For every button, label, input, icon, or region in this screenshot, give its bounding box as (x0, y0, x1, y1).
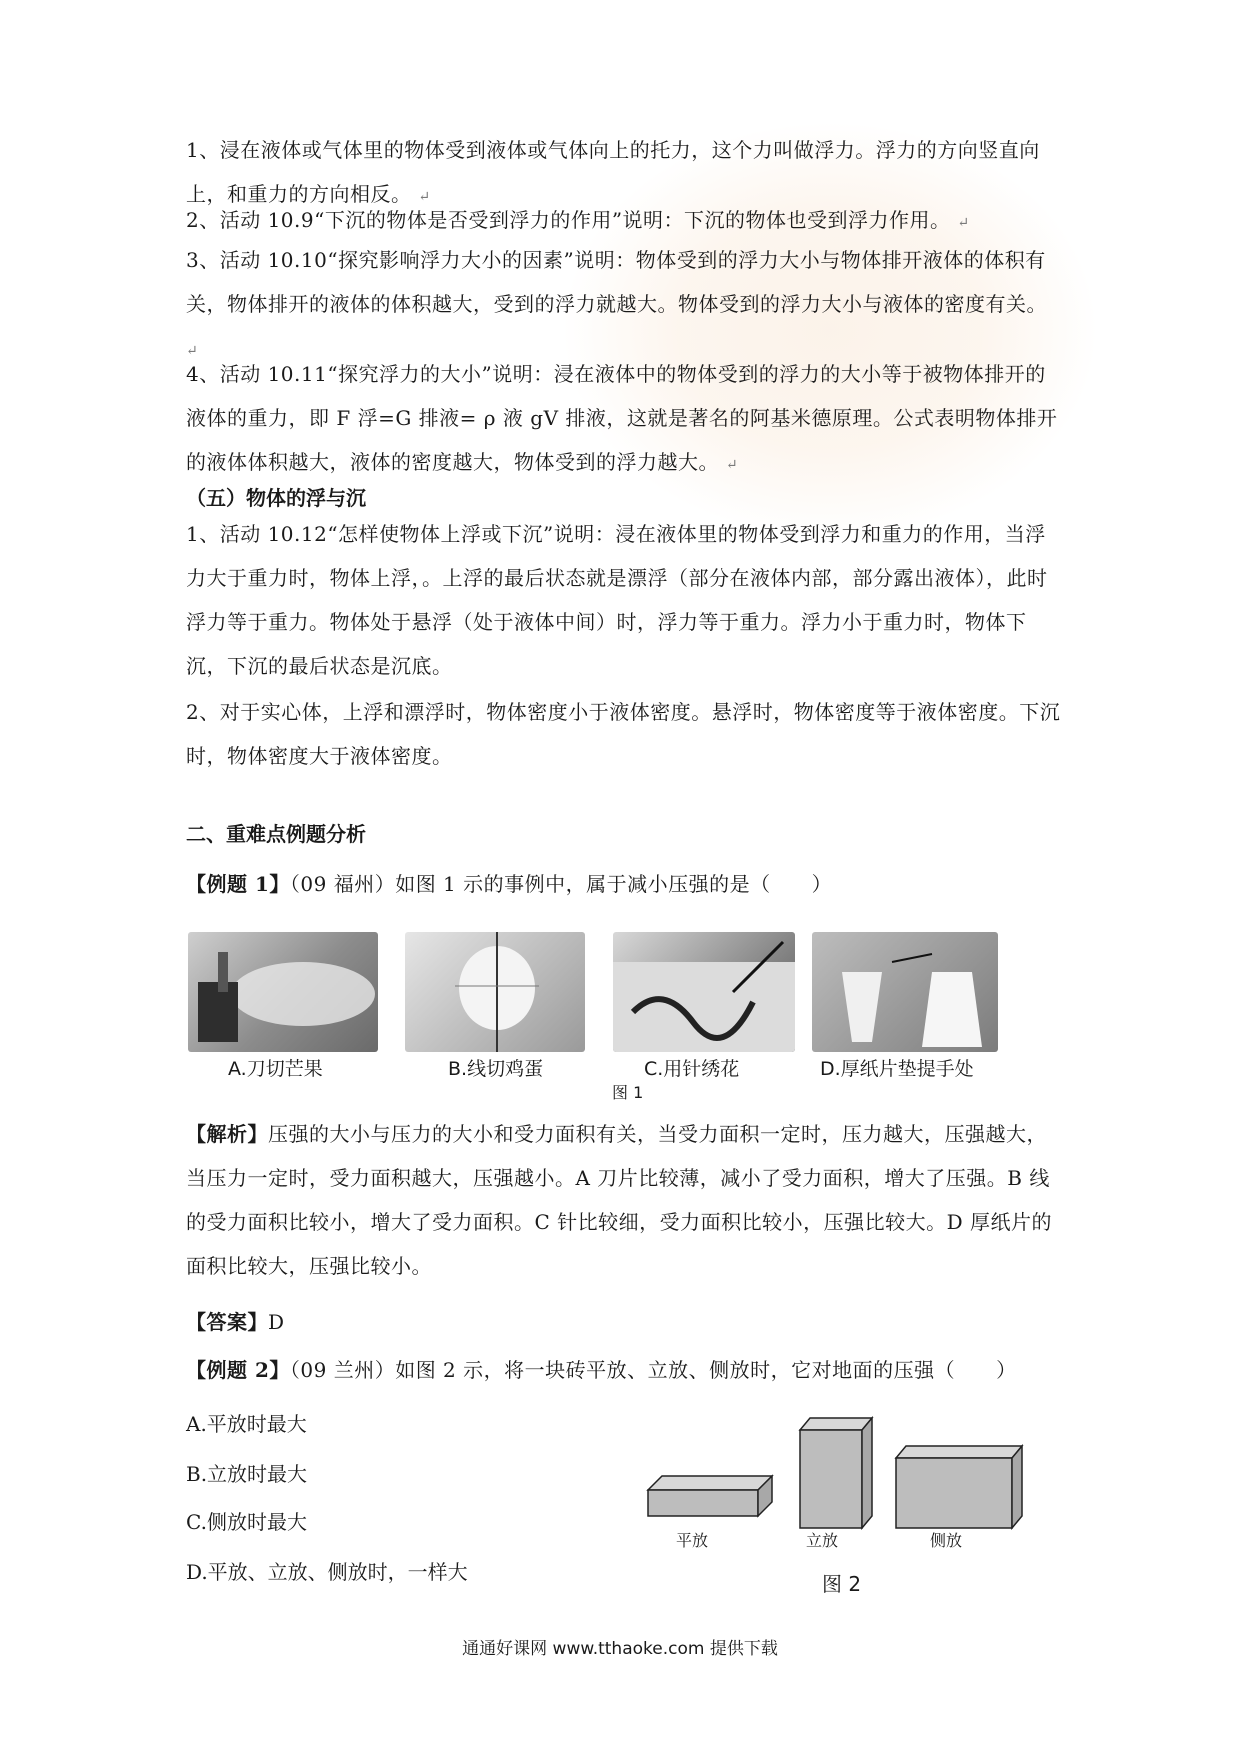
brick-label-flat: 平放 (676, 1531, 709, 1550)
brick-label-side: 侧放 (930, 1531, 963, 1550)
photo-knife-cut-mango (188, 932, 378, 1052)
brick-side (896, 1446, 1022, 1528)
option-a: A.平放时最大 (186, 1412, 307, 1436)
example-1-question: 【例题 1】（09 福州）如图 1 示的事例中，属于减小压强的是（ ） (186, 872, 833, 896)
figure1-caption-d: D.厚纸片垫提手处 (820, 1058, 974, 1080)
brick-upright (800, 1418, 872, 1528)
figure1-label: 图 1 (612, 1083, 644, 1102)
example-1-analysis: 【解析】压强的大小与压力的大小和受力面积有关，当受力面积一定时，压力越大，压强越大，当压力一定时，受力面积越大，压强越小。A 刀片比较薄，减小了受力面积，增大了压强。B 线的受力面积比较小，增大了受力面积。C 针比较细，受力面积比较小，压强比较大。D 厚纸片的面积比较大，压强比较小。 (186, 1122, 1053, 1278)
figure2-label: 图 2 (822, 1572, 862, 1596)
example-1-answer: 【答案】D (186, 1310, 285, 1334)
option-b: B.立放时最大 (186, 1462, 308, 1486)
option-d: D.平放、立放、侧放时，一样大 (186, 1560, 468, 1584)
knife-mango-illustration (188, 932, 378, 1052)
section-heading-examples: 二、重难点例题分析 (186, 822, 366, 846)
brick-label-upright: 立放 (806, 1531, 839, 1550)
photo-needle-embroidery (613, 932, 795, 1052)
figure1-caption-c: C.用针绣花 (644, 1058, 740, 1080)
embroidery-illustration (613, 932, 795, 1052)
option-c: C.侧放时最大 (186, 1510, 307, 1534)
example-2-question: 【例题 2】（09 兰州）如图 2 示，将一块砖平放、立放、侧放时，它对地面的压强（ ） (186, 1358, 1017, 1382)
egg-thread-illustration (405, 932, 585, 1052)
photo-cardboard-handle (812, 932, 998, 1052)
figure1-caption-a: A.刀切芒果 (228, 1058, 323, 1080)
paragraph-activity-10-11: 4、活动 10.11“探究浮力的大小”说明：浸在液体中的物体受到的浮力的大小等于被物体排开的液体的重力，即 F 浮=G 排液= ρ 液 gV 排液，这就是著名的阿基米德原理。公式表明物体排开的液体体积越大，液体的密度越大，物体受到的浮力越大。 ↵ (186, 362, 1058, 474)
photo-thread-cut-egg (405, 932, 585, 1052)
brick-flat (648, 1476, 772, 1516)
paragraph-buoyancy-definition: 1、浸在液体或气体里的物体受到液体或气体向上的托力，这个力叫做浮力。浮力的方向竖直向上，和重力的方向相反。 ↵ (186, 138, 1040, 206)
paragraph-activity-10-10: 3、活动 10.10“探究影响浮力大小的因素”说明：物体受到的浮力大小与物体排开液体的体积有关，物体排开的液体的体积越大，受到的浮力就越大。物体受到的浮力大小与液体的密度有关。 ↵ (186, 248, 1047, 359)
paragraph-density-comparison: 2、对于实心体，上浮和漂浮时，物体密度小于液体密度。悬浮时，物体密度等于液体密度。下沉时，物体密度大于液体密度。 (186, 700, 1061, 768)
paragraph-activity-10-12: 1、活动 10.12“怎样使物体上浮或下沉”说明：浸在液体里的物体受到浮力和重力的作用，当浮力大于重力时，物体上浮，。上浮的最后状态就是漂浮（部分在液体内部，部分露出液体），此时浮力等于重力。物体处于悬浮（处于液体中间）时，浮力等于重力。浮力小于重力时，物体下沉，下沉的最后状态是沉底。 (186, 522, 1048, 678)
footer-source: 通通好课网 www.tthaoke.com 提供下载 (462, 1639, 778, 1659)
section-heading-float-sink: （五）物体的浮与沉 (186, 486, 366, 510)
paragraph-activity-10-9: 2、活动 10.9“下沉的物体是否受到浮力的作用”说明：下沉的物体也受到浮力作用。 ↵ (186, 208, 970, 232)
bag-handle-illustration (812, 932, 998, 1052)
figure1-caption-b: B.线切鸡蛋 (448, 1058, 544, 1080)
